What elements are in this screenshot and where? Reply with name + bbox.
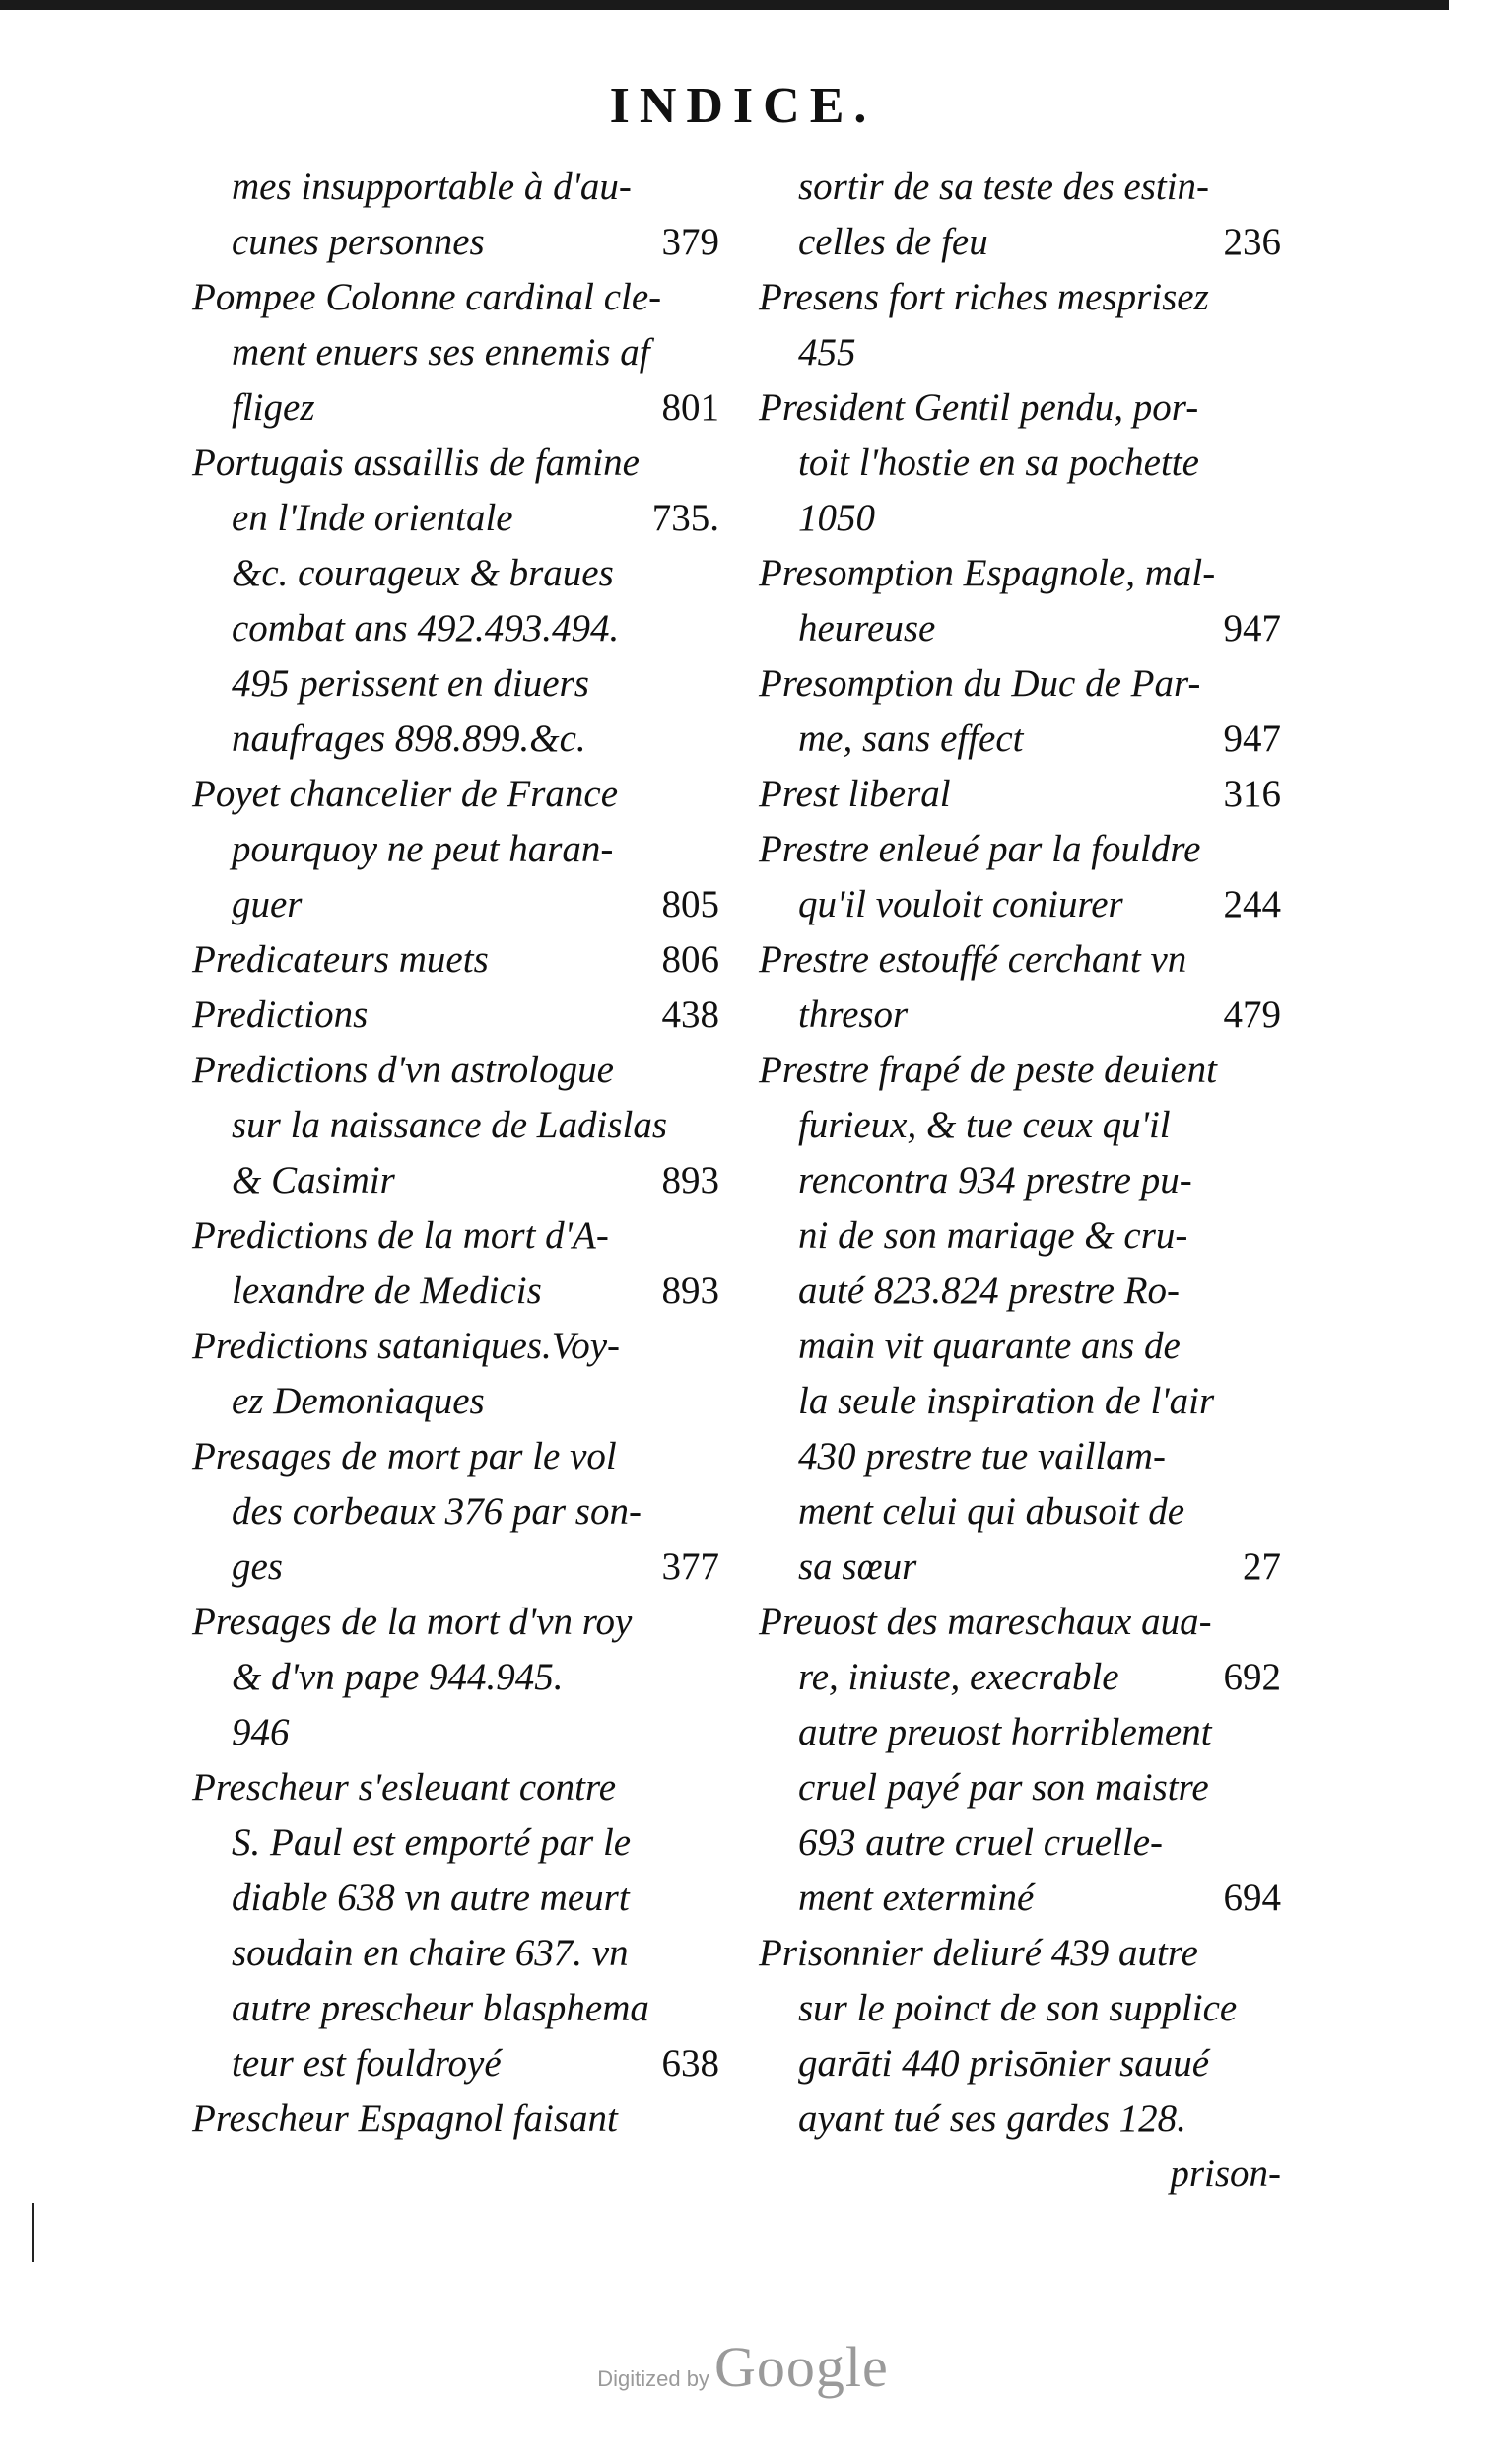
index-entry-text: en l'Inde orientale xyxy=(232,497,513,539)
index-entry-text: sortir de sa teste des estin- xyxy=(798,166,1210,208)
index-line xyxy=(192,767,719,822)
index-entry-text: 430 prestre tue vaillam- xyxy=(798,1435,1166,1477)
index-entry-text: ges xyxy=(232,1545,283,1588)
index-line xyxy=(192,2036,719,2091)
index-entry-text: heureuse xyxy=(798,607,936,650)
index-entry-text: Predictions d'vn astrologue xyxy=(192,1049,614,1091)
index-entry-text: ni de son mariage & cru- xyxy=(798,1214,1188,1257)
index-entry-text: fligez xyxy=(232,386,315,429)
index-page-ref: 377 xyxy=(661,1545,719,1588)
index-line xyxy=(192,1264,719,1319)
index-line xyxy=(759,1484,1281,1540)
index-entry-text: Prestre frapé de peste deuient xyxy=(759,1049,1217,1091)
index-page-ref: 479 xyxy=(1223,993,1281,1036)
index-line xyxy=(192,1981,719,2036)
index-line xyxy=(759,436,1281,491)
index-line xyxy=(759,1208,1281,1264)
index-line xyxy=(192,1098,719,1153)
index-line xyxy=(759,877,1281,932)
index-entry-text: 495 perissent en diuers xyxy=(232,662,589,705)
index-entry-text: Prestre estouffé cerchant vn xyxy=(759,938,1187,981)
index-entry-text: ayant tué ses gardes 128. xyxy=(798,2097,1186,2140)
index-entry-text: S. Paul est emporté par le xyxy=(232,1821,632,1864)
index-entry-text: Presages de la mort d'vn roy xyxy=(192,1601,633,1643)
index-entry-text: furieux, & tue ceux qu'il xyxy=(798,1104,1171,1146)
index-entry-text: me, sans effect xyxy=(798,718,1024,760)
index-entry-text: Predicateurs muets xyxy=(192,938,489,981)
index-line xyxy=(759,1153,1281,1208)
index-page-ref: 893 xyxy=(661,1159,719,1201)
index-entry-text: 1050 xyxy=(798,497,875,539)
index-entry-text: guer xyxy=(232,883,303,925)
digitized-label: Digitized by xyxy=(597,2366,709,2391)
index-entry-text: autre prescheur blasphema xyxy=(232,1987,649,2029)
index-line xyxy=(759,1595,1281,1650)
index-line xyxy=(759,160,1281,215)
index-entry-text: Presages de mort par le vol xyxy=(192,1435,617,1477)
index-line xyxy=(192,1208,719,1264)
index-line xyxy=(759,601,1281,656)
index-page-ref: 735. xyxy=(651,497,719,539)
left-column xyxy=(192,160,719,2147)
index-entry-text: Prescheur s'esleuant contre xyxy=(192,1766,617,1809)
index-page-ref: 805 xyxy=(661,883,719,925)
index-line xyxy=(192,1871,719,1926)
index-line xyxy=(759,822,1281,877)
index-page-ref: 316 xyxy=(1223,773,1281,815)
index-line xyxy=(759,767,1281,822)
index-line xyxy=(759,1098,1281,1153)
index-entry-text: 946 xyxy=(232,1711,290,1753)
index-line xyxy=(192,436,719,491)
index-line xyxy=(192,215,719,270)
index-entry-text: ment enuers ses ennemis af xyxy=(232,331,650,374)
index-entry-text: Prestre enleué par la fouldre xyxy=(759,828,1201,870)
index-line xyxy=(192,656,719,712)
index-line xyxy=(192,1319,719,1374)
index-entry-text: soudain en chaire 637. vn xyxy=(232,1932,629,1974)
index-line xyxy=(759,380,1281,436)
index-entry-text: 455 xyxy=(798,331,856,374)
index-line xyxy=(759,1705,1281,1760)
index-entry-text: ment exterminé xyxy=(798,1877,1035,1919)
index-line xyxy=(192,1650,719,1705)
margin-mark xyxy=(32,2203,34,2262)
index-page-ref: 379 xyxy=(661,221,719,263)
index-line xyxy=(192,160,719,215)
index-line xyxy=(759,932,1281,988)
index-entry-text: thresor xyxy=(798,993,909,1036)
index-line xyxy=(192,932,719,988)
index-entry-text: naufrages 898.899.&c. xyxy=(232,718,586,760)
index-page-ref: 947 xyxy=(1223,718,1281,760)
index-line xyxy=(192,988,719,1043)
index-line xyxy=(192,1705,719,1760)
index-line xyxy=(192,2091,719,2147)
index-entry-text: Prescheur Espagnol faisant xyxy=(192,2097,618,2140)
index-line xyxy=(759,1926,1281,1981)
index-line xyxy=(192,1815,719,1871)
index-entry-text: teur est fouldroyé xyxy=(232,2042,502,2085)
index-entry-text: ment celui qui abusoit de xyxy=(798,1490,1185,1533)
index-page-ref: 694 xyxy=(1223,1877,1281,1919)
catchword-line xyxy=(759,2147,1281,2202)
index-line xyxy=(192,1153,719,1208)
index-entry-text: mes insupportable à d'au- xyxy=(232,166,632,208)
index-line xyxy=(759,1540,1281,1595)
index-entry-text: pourquoy ne peut haran- xyxy=(232,828,614,870)
index-entry-text: & d'vn pape 944.945. xyxy=(232,1656,564,1698)
index-line xyxy=(192,1429,719,1484)
index-line xyxy=(192,1926,719,1981)
index-line xyxy=(759,1815,1281,1871)
index-entry-text: toit l'hostie en sa pochette xyxy=(798,442,1199,484)
index-entry-text: Presomption Espagnole, mal- xyxy=(759,552,1216,594)
top-border xyxy=(0,0,1449,10)
index-entry-text: des corbeaux 376 par son- xyxy=(232,1490,642,1533)
index-entry-text: Poyet chancelier de France xyxy=(192,773,619,815)
index-line xyxy=(759,1319,1281,1374)
index-entry-text: Preuost des mareschaux aua- xyxy=(759,1601,1212,1643)
index-line xyxy=(759,2036,1281,2091)
index-line xyxy=(192,325,719,380)
index-line xyxy=(759,1264,1281,1319)
index-page-ref: 692 xyxy=(1223,1656,1281,1698)
index-entry-text: ez Demoniaques xyxy=(232,1380,485,1422)
page-header: INDICE. xyxy=(609,78,877,134)
index-entry-text: Presomption du Duc de Par- xyxy=(759,662,1201,705)
index-line xyxy=(759,546,1281,601)
index-page-ref: 27 xyxy=(1243,1545,1281,1588)
index-line xyxy=(759,1871,1281,1926)
index-entry-text: diable 638 vn autre meurt xyxy=(232,1877,630,1919)
index-line xyxy=(192,1043,719,1098)
index-entry-text: rencontra 934 prestre pu- xyxy=(798,1159,1192,1201)
index-entry-text: garāti 440 prisōnier sauué xyxy=(798,2042,1210,2085)
index-line xyxy=(759,2091,1281,2147)
index-line xyxy=(759,988,1281,1043)
index-page-ref: 893 xyxy=(661,1269,719,1312)
index-line xyxy=(192,1540,719,1595)
index-page-ref: 236 xyxy=(1223,221,1281,263)
index-entry-text: &c. courageux & braues xyxy=(232,552,614,594)
index-line xyxy=(192,380,719,436)
index-entry-text: sur le poinct de son supplice xyxy=(798,1987,1238,2029)
index-line xyxy=(192,1760,719,1815)
index-entry-text: Presens fort riches mesprisez xyxy=(759,276,1209,318)
index-entry-text: & Casimir xyxy=(232,1159,395,1201)
index-line xyxy=(759,1429,1281,1484)
index-line xyxy=(192,546,719,601)
index-page-ref: 806 xyxy=(661,938,719,981)
index-entry-text: sur la naissance de Ladislas xyxy=(232,1104,668,1146)
index-line xyxy=(759,656,1281,712)
index-entry-text: President Gentil pendu, por- xyxy=(759,386,1199,429)
index-entry-text: cunes personnes xyxy=(232,221,485,263)
index-entry-text: cruel payé par son maistre xyxy=(798,1766,1209,1809)
index-line xyxy=(759,1760,1281,1815)
index-entry-text: Pompee Colonne cardinal cle- xyxy=(192,276,662,318)
index-entry-text: autre preuost horriblement xyxy=(798,1711,1212,1753)
index-line xyxy=(759,1981,1281,2036)
index-line xyxy=(759,325,1281,380)
index-line xyxy=(759,1650,1281,1705)
index-page-ref: 947 xyxy=(1223,607,1281,650)
index-line xyxy=(192,270,719,325)
index-entry-text: Prisonnier deliuré 439 autre xyxy=(759,1932,1198,1974)
index-entry-text: combat ans 492.493.494. xyxy=(232,607,620,650)
index-line xyxy=(192,822,719,877)
index-line xyxy=(192,601,719,656)
index-entry-text: celles de feu xyxy=(798,221,988,263)
index-entry-text: qu'il vouloit coniurer xyxy=(798,883,1123,925)
index-page-ref: 801 xyxy=(661,386,719,429)
index-entry-text: Prest liberal xyxy=(759,773,951,815)
index-entry-text: lexandre de Medicis xyxy=(232,1269,542,1312)
index-entry-text: sa sœur xyxy=(798,1545,917,1588)
index-line xyxy=(759,1374,1281,1429)
index-entry-text: auté 823.824 prestre Ro- xyxy=(798,1269,1181,1312)
index-line xyxy=(192,1595,719,1650)
index-line xyxy=(759,491,1281,546)
digitized-by-google xyxy=(0,2334,1486,2400)
index-line xyxy=(192,1374,719,1429)
catchword: prison- xyxy=(1170,2153,1281,2195)
index-line xyxy=(192,1484,719,1540)
index-line xyxy=(759,270,1281,325)
index-entry-text: la seule inspiration de l'air xyxy=(798,1380,1215,1422)
index-entry-text: re, iniuste, execrable xyxy=(798,1656,1119,1698)
index-line xyxy=(759,1043,1281,1098)
index-entry-text: main vit quarante ans de xyxy=(798,1325,1181,1367)
index-line xyxy=(759,712,1281,767)
index-line xyxy=(192,491,719,546)
index-entry-text: Predictions xyxy=(192,993,369,1036)
right-column xyxy=(759,160,1281,2202)
google-logo: Google xyxy=(714,2335,889,2399)
index-entry-text: Predictions sataniques.Voy- xyxy=(192,1325,620,1367)
index-entry-text: 693 autre cruel cruelle- xyxy=(798,1821,1164,1864)
index-entry-text: Predictions de la mort d'A- xyxy=(192,1214,609,1257)
index-line xyxy=(759,215,1281,270)
index-line xyxy=(192,712,719,767)
index-entry-text: Portugais assaillis de famine xyxy=(192,442,640,484)
index-page-ref: 438 xyxy=(661,993,719,1036)
index-page-ref: 638 xyxy=(661,2042,719,2085)
index-page-ref: 244 xyxy=(1223,883,1281,925)
index-line xyxy=(192,877,719,932)
